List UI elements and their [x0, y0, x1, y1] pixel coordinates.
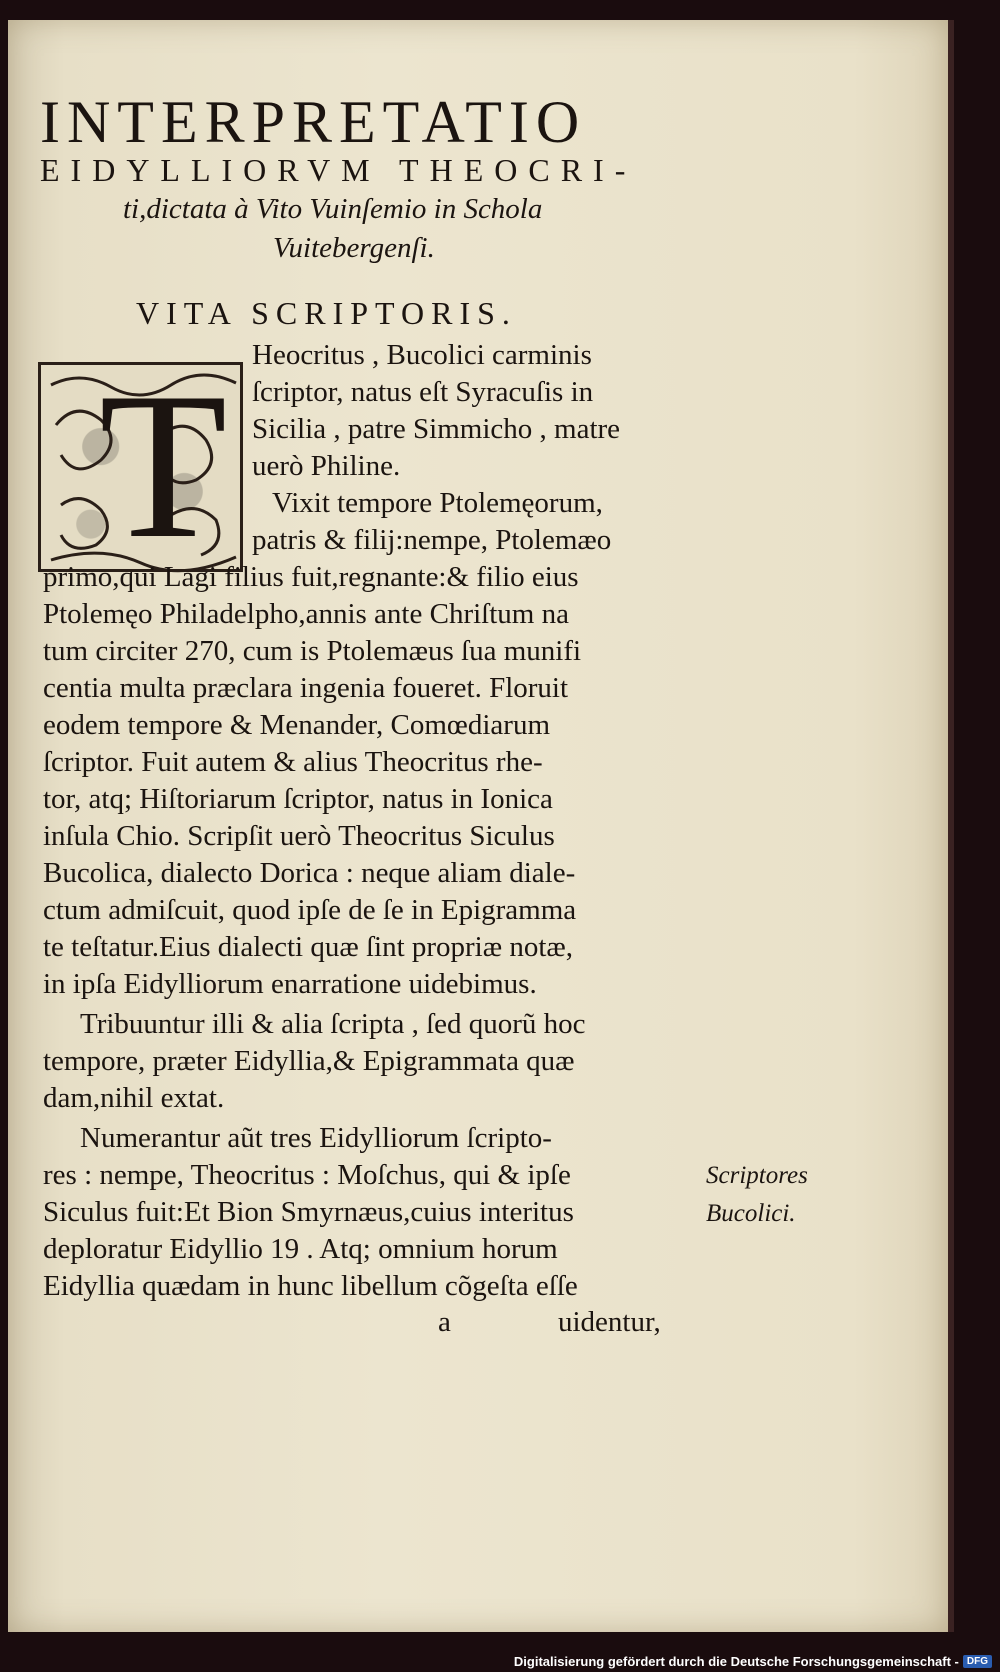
text-line: Heocritus , Bucolici carminis [252, 339, 592, 371]
footer-text: Digitalisierung gefördert durch die Deutsche Forschungsgemeinschaft - [513, 1653, 959, 1669]
text-line: tum circiter 270, cum is Ptolemæus ſua munifi [43, 635, 582, 667]
margin-note-line-2: Bucolici. [706, 1200, 796, 1227]
text-line: deploratur Eidyllio 19 . Atq; omnium horum [43, 1233, 558, 1265]
signature-mark: a [438, 1306, 451, 1338]
text-line: Vixit tempore Ptolemęorum, [272, 487, 603, 519]
footer-credit [514, 1652, 992, 1670]
text-line: ctum admiſcuit, quod ipſe de ſe in Epigramma [43, 894, 577, 926]
text-line: te teſtatur.Eius dialecti quæ ſint propriæ notæ, [43, 931, 573, 963]
text-line: Siculus fuit:Et Bion Smyrnæus,cuius interitus [43, 1196, 574, 1228]
title-line-2: EIDYLLIORVM THEOCRI- [40, 152, 637, 188]
text-line: Numerantur aũt tres Eidylliorum ſcripto- [80, 1122, 552, 1154]
text-line: patris & filij:nempe, Ptolemæo [252, 524, 612, 556]
title-line-1: INTERPRETATIO [40, 89, 587, 155]
text-line: primo,qui Lagi filius fuit,regnante:& filio eius [43, 561, 579, 593]
text-line: tor, atq; Hiſtoriarum ſcriptor, natus in Ionica [43, 783, 553, 815]
text-line: in ipſa Eidylliorum enarratione uidebimus. [43, 968, 537, 1000]
text-line: eodem tempore & Menander, Comœdiarum [43, 709, 551, 741]
text-line: inſula Chio. Scripſit uerò Theocritus Siculus [43, 820, 555, 852]
dfg-logo-icon: DFG [963, 1655, 992, 1668]
text-line: Eidyllia quædam in hunc libellum cõgeſta eſſe [43, 1270, 578, 1302]
text-line: Ptolemęo Philadelpho,annis ante Chriſtum na [43, 598, 569, 630]
decorated-initial [38, 350, 243, 582]
margin-note-line-1: Scriptores [706, 1162, 808, 1189]
text-line: ſcriptor. Fuit autem & alius Theocritus rhe- [43, 746, 543, 778]
text-line: ſcriptor, natus eſt Syracuſis in [252, 376, 594, 408]
text-line: Tribuuntur illi & alia ſcripta , ſed quorũ hoc [80, 1008, 586, 1040]
catchword: uidentur, [558, 1306, 661, 1338]
text-line: tempore, præter Eidyllia,& Epigrammata quæ [43, 1045, 575, 1077]
text-line: res : nempe, Theocritus : Moſchus, qui & ipſe [43, 1159, 571, 1191]
page-edge [948, 20, 954, 1632]
initial-letter: T [99, 350, 228, 582]
text-line: uerò Philine. [252, 450, 401, 482]
text-line: Bucolica, dialecto Dorica : neque aliam diale- [43, 857, 576, 889]
text-line: dam,nihil extat. [43, 1082, 225, 1114]
title-line-4: Vuitebergenſi. [273, 232, 435, 264]
text-line: Sicilia , patre Simmicho , matre [252, 413, 621, 445]
section-heading: VITA SCRIPTORIS. [136, 295, 517, 331]
title-line-3: ti,dictata à Vito Vuinſemio in Schola [123, 193, 543, 225]
text-line: centia multa præclara ingenia foueret. Floruit [43, 672, 569, 704]
